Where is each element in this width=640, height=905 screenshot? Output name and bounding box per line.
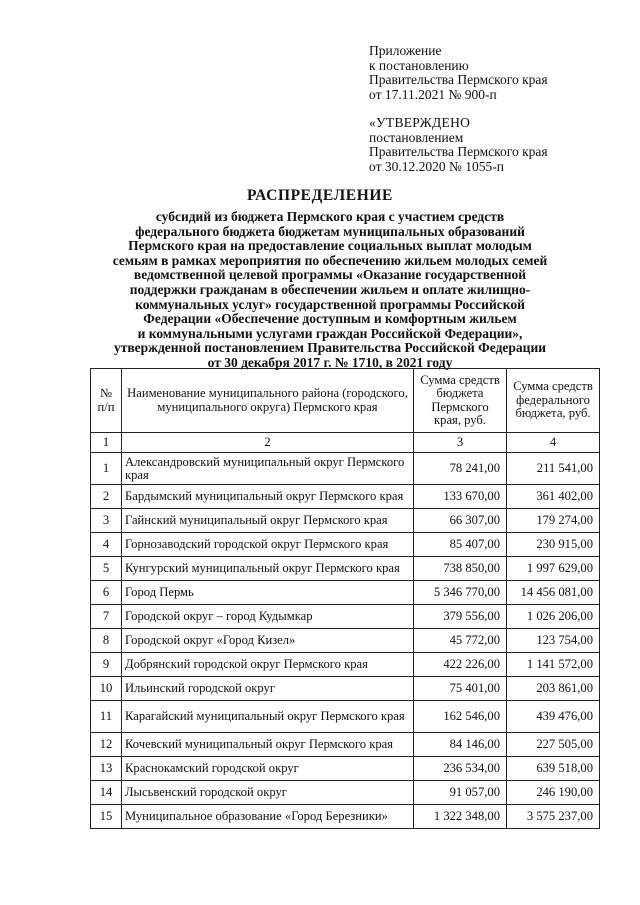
table-row [91, 557, 600, 581]
row-number: 14 [91, 781, 122, 805]
table-header-row [91, 369, 600, 433]
row-number: 7 [91, 605, 122, 629]
table-row [91, 733, 600, 757]
column-index: 2 [122, 433, 414, 453]
approval-line: «УТВЕРЖДЕНО [369, 115, 471, 130]
subtitle-line: Федерации «Обеспечение доступным и комфортным жильем [143, 311, 517, 327]
subtitle-line: ведомственной целевой программы «Оказание государственной [133, 267, 527, 283]
row-number: 5 [91, 557, 122, 581]
municipality-name: Гайнский муниципальный округ Пермского края [122, 509, 414, 533]
regional-budget-amount: 1 322 348,00 [414, 805, 507, 829]
table-row [91, 781, 600, 805]
row-number: 2 [91, 485, 122, 509]
regional-budget-amount: 85 407,00 [414, 533, 507, 557]
regional-budget-amount: 236 534,00 [414, 757, 507, 781]
subtitle-line: поддержки гражданам в обеспечении жильем и оплате жилищно- [129, 281, 531, 297]
federal-budget-amount: 1 141 572,00 [507, 653, 600, 677]
header-regional-budget: Сумма средств бюджета Пермского края, руб. [414, 369, 507, 433]
subtitle-line: Пермского края на предоставление социальных выплат молодым [128, 238, 532, 254]
municipality-name: Краснокамский городской округ [122, 757, 414, 781]
federal-budget-amount: 246 190,00 [507, 781, 600, 805]
table-row [91, 805, 600, 829]
municipality-name: Городской округ «Город Кизел» [122, 629, 414, 653]
municipality-name: Кочевский муниципальный округ Пермского края [122, 733, 414, 757]
regional-budget-amount: 45 772,00 [414, 629, 507, 653]
subtitle-line: семьям в рамках мероприятия по обеспечению жильем молодых семей [112, 252, 548, 268]
table-row [91, 653, 600, 677]
row-number: 9 [91, 653, 122, 677]
approval-stamp-block [369, 116, 548, 174]
regional-budget-amount: 5 346 770,00 [414, 581, 507, 605]
municipality-name: Муниципальное образование «Город Березники» [122, 805, 414, 829]
regional-budget-amount: 738 850,00 [414, 557, 507, 581]
table-row [91, 677, 600, 701]
subtitle-line: федерального бюджета бюджетам муниципальных образований [135, 223, 525, 239]
federal-budget-amount: 3 575 237,00 [507, 805, 600, 829]
regional-budget-amount: 91 057,00 [414, 781, 507, 805]
table-body [91, 453, 600, 829]
regional-budget-amount: 78 241,00 [414, 453, 507, 485]
document-title: РАСПРЕДЕЛЕНИЕ [247, 187, 393, 204]
federal-budget-amount: 203 861,00 [507, 677, 600, 701]
municipality-name: Лысьвенский городской округ [122, 781, 414, 805]
row-number: 13 [91, 757, 122, 781]
municipality-name: Город Пермь [122, 581, 414, 605]
column-index: 1 [91, 433, 122, 453]
column-index-row [91, 433, 600, 453]
table-row [91, 605, 600, 629]
row-number: 15 [91, 805, 122, 829]
federal-budget-amount: 439 476,00 [507, 701, 600, 733]
header-federal-budget: Сумма средств федерального бюджета, руб. [507, 369, 600, 433]
federal-budget-amount: 1 026 206,00 [507, 605, 600, 629]
row-number: 4 [91, 533, 122, 557]
row-number: 3 [91, 509, 122, 533]
row-number: 12 [91, 733, 122, 757]
subtitle-line: субсидий из бюджета Пермского края с участием средств [155, 209, 505, 224]
row-number: 1 [91, 453, 122, 485]
federal-budget-amount: 361 402,00 [507, 485, 600, 509]
subtitle-line: и коммунальными услугами граждан Российской Федерации», [137, 325, 523, 341]
row-number: 6 [91, 581, 122, 605]
federal-budget-amount: 14 456 081,00 [507, 581, 600, 605]
municipality-name: Городской округ – город Кудымкар [122, 605, 414, 629]
regional-budget-amount: 84 146,00 [414, 733, 507, 757]
row-number: 10 [91, 677, 122, 701]
table-row [91, 629, 600, 653]
federal-budget-amount: 639 518,00 [507, 757, 600, 781]
appendix-line: Приложение [369, 43, 442, 58]
table-row [91, 701, 600, 733]
approval-line: от 30.12.2020 № 1055-п [369, 158, 504, 174]
document-subtitle [100, 210, 560, 371]
column-index: 4 [507, 433, 600, 453]
regional-budget-amount: 133 670,00 [414, 485, 507, 509]
header-number: № п/п [91, 369, 122, 433]
subtitle-line: коммунальных услуг» государственной программы Российской [135, 296, 525, 312]
regional-budget-amount: 422 226,00 [414, 653, 507, 677]
subsidy-table [90, 368, 600, 829]
approval-line: постановлением [369, 129, 464, 145]
header-municipality: Наименование муниципального района (городского, муниципального округа) Пермского края [122, 369, 414, 433]
federal-budget-amount: 179 274,00 [507, 509, 600, 533]
federal-budget-amount: 123 754,00 [507, 629, 600, 653]
federal-budget-amount: 230 915,00 [507, 533, 600, 557]
municipality-name: Ильинский городской округ [122, 677, 414, 701]
municipality-name: Добрянский городской округ Пермского края [122, 653, 414, 677]
municipality-name: Александровский муниципальный округ Пермского края [122, 453, 414, 485]
municipality-name: Кунгурский муниципальный округ Пермского края [122, 557, 414, 581]
table-row [91, 485, 600, 509]
appendix-line: от 17.11.2021 № 900-п [369, 86, 497, 102]
appendix-line: Правительства Пермского края [369, 72, 548, 87]
municipality-name: Бардымский муниципальный округ Пермского края [122, 485, 414, 509]
federal-budget-amount: 227 505,00 [507, 733, 600, 757]
row-number: 8 [91, 629, 122, 653]
table-row [91, 581, 600, 605]
table-row [91, 757, 600, 781]
row-number: 11 [91, 701, 122, 733]
table-row [91, 509, 600, 533]
regional-budget-amount: 379 556,00 [414, 605, 507, 629]
column-index: 3 [414, 433, 507, 453]
appendix-line: к постановлению [369, 57, 469, 73]
table-row [91, 533, 600, 557]
subtitle-line: от 30 декабря 2017 г. № 1710, в 2021 году [207, 354, 453, 370]
table-row [91, 453, 600, 485]
federal-budget-amount: 1 997 629,00 [507, 557, 600, 581]
regional-budget-amount: 162 546,00 [414, 701, 507, 733]
appendix-block [369, 44, 548, 102]
federal-budget-amount: 211 541,00 [507, 453, 600, 485]
regional-budget-amount: 75 401,00 [414, 677, 507, 701]
subtitle-line: утвержденной постановлением Правительства Российской Федерации [113, 340, 547, 356]
regional-budget-amount: 66 307,00 [414, 509, 507, 533]
municipality-name: Горнозаводский городской округ Пермского края [122, 533, 414, 557]
municipality-name: Карагайский муниципальный округ Пермского края [122, 701, 414, 733]
approval-line: Правительства Пермского края [369, 144, 548, 159]
